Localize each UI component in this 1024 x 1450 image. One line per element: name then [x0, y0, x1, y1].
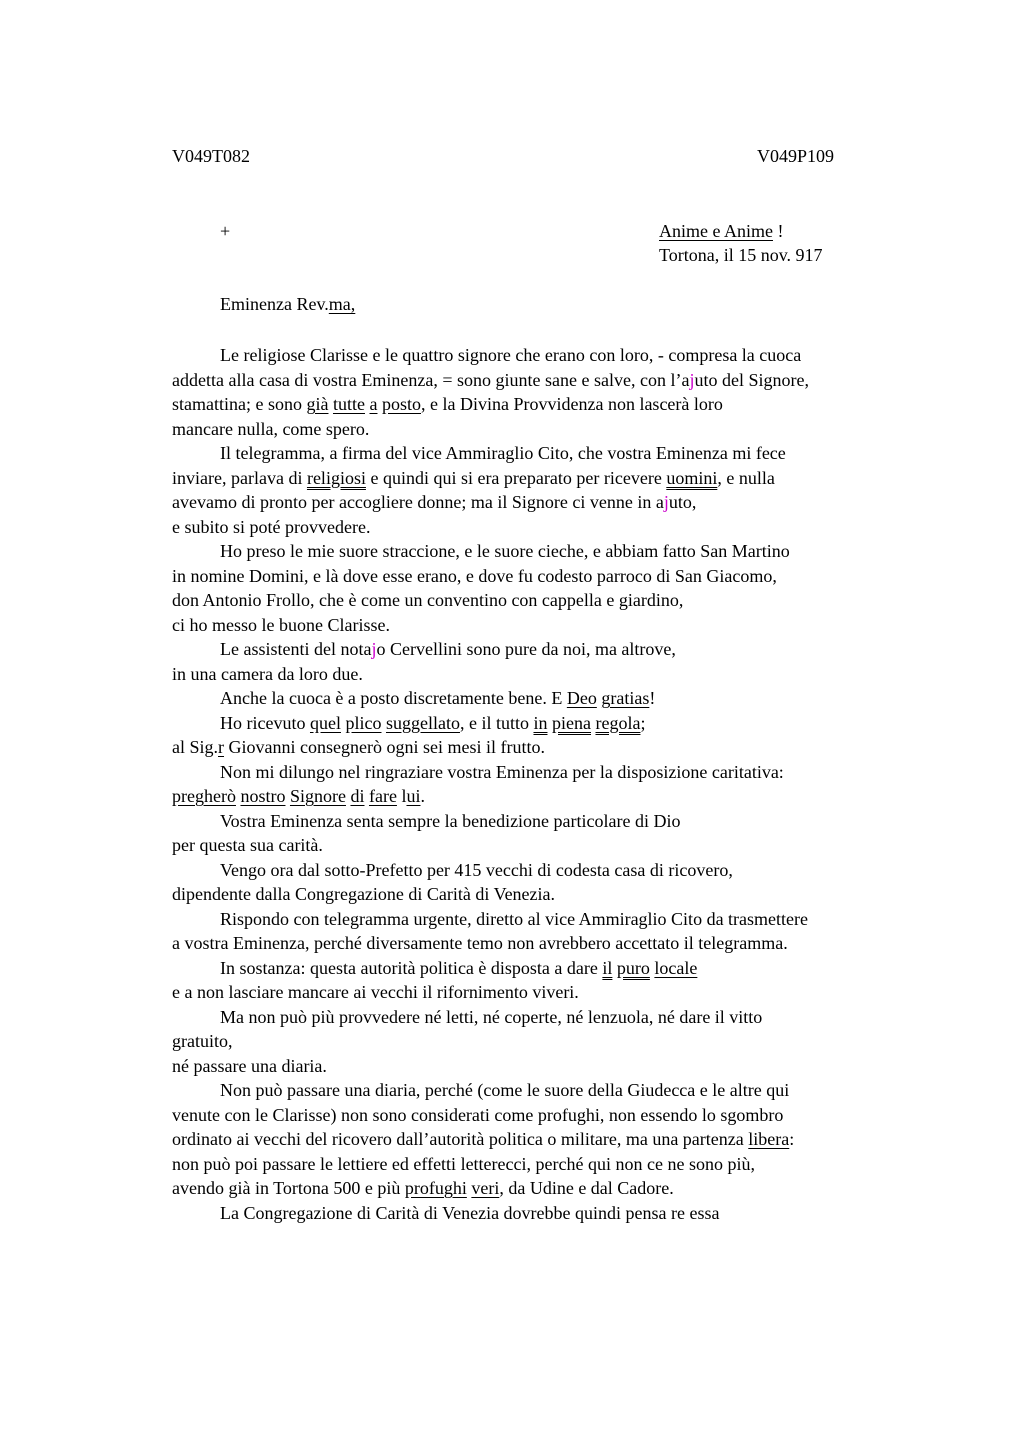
double-underlined-word: uomini [666, 467, 718, 488]
text-line [172, 735, 912, 760]
text-segment: ordinato ai vecchi del ricovero dall’autorità politica o militare, ma una partenza [172, 1129, 749, 1149]
underlined-word: locale [654, 957, 698, 978]
text-line [172, 490, 912, 515]
underlined-word: Signore [289, 786, 346, 806]
text-segment: ! [649, 688, 656, 708]
underlined-word: veri [471, 1178, 500, 1198]
text-line: Vengo ora dal sotto-Prefetto per 415 vecchi di codesta casa di ricovero, [220, 859, 733, 880]
text-segment: l [401, 786, 407, 806]
text-segment: In sostanza: questa autorità politica è disposta a dare [220, 957, 603, 978]
text-line: Ho preso le mie suore straccione, e le suore cieche, e abbiam fatto San Martino [220, 541, 790, 561]
underlined-word: Deo [566, 688, 597, 708]
text-segment: o Cervellini sono pure da noi, ma altrove, [376, 639, 676, 659]
text-line: venute con le Clarisse) non sono considerati come profughi, non essendo lo sgombro [172, 1104, 784, 1125]
text-segment: al Sig. [172, 737, 219, 757]
underlined-word: a [369, 394, 378, 414]
double-underlined-word: piena [552, 712, 591, 733]
double-underlined-word: il [602, 957, 613, 978]
highlighted-letter: j [689, 369, 695, 390]
underlined-word: r [218, 737, 225, 757]
text-line [172, 686, 912, 711]
underlined-word: quel [309, 712, 341, 733]
text-segment: stamattina; e sono [172, 394, 307, 414]
text-segment: , e il tutto [459, 712, 534, 733]
text-segment: avevamo di pronto per accogliere donne; ma il Signore ci venne in a [172, 492, 664, 512]
highlighted-letter: j [663, 492, 669, 512]
text-segment: uto del Signore, [694, 369, 809, 390]
text-segment: uto, [668, 492, 697, 512]
text-line: gratuito, [172, 1031, 233, 1051]
letter-body [172, 343, 912, 1225]
text-segment: inviare, parlava di [172, 467, 307, 488]
motto-suffix: ! [772, 221, 784, 241]
text-line: Non può passare una diaria, perché (come le suore della Giudecca e le altre qui [220, 1080, 790, 1100]
document-code-right: V049P109 [757, 146, 835, 166]
text-segment: Ho ricevuto [220, 712, 310, 733]
text-segment: Le assistenti del nota [220, 639, 372, 659]
text-line: e a non lasciare mancare ai vecchi il rifornimento viveri. [172, 982, 579, 1002]
text-line: mancare nulla, come spero. [172, 418, 370, 439]
underlined-word: libera [748, 1129, 790, 1149]
text-line [172, 1127, 912, 1152]
double-underlined-word: regola [595, 712, 641, 733]
text-segment: . [420, 786, 425, 806]
motto-text: Anime e Anime [659, 221, 773, 241]
text-line: Ma non può più provvedere né letti, né coperte, né lenzuola, né dare il vitto [220, 1006, 763, 1027]
text-line: e subito si poté provvedere. [172, 516, 371, 537]
underlined-word: già [306, 394, 329, 414]
text-line: Rispondo con telegramma urgente, diretto al vice Ammiraglio Cito da trasmettere [220, 908, 809, 929]
text-line [172, 637, 912, 662]
text-line: non può poi passare le lettiere ed effetti letterecci, perché qui non ce ne sono più, [172, 1153, 755, 1174]
text-segment: avendo già in Tortona 500 e più [172, 1178, 405, 1198]
underlined-word: fare [368, 786, 397, 806]
underlined-word: nostro [240, 786, 286, 806]
underlined-word: plico [345, 712, 382, 733]
text-line: Non mi dilungo nel ringraziare vostra Eminenza per la disposizione caritativa: [220, 761, 784, 782]
text-line [172, 368, 912, 393]
text-line: a vostra Eminenza, perché diversamente temo non avrebbero accettato il telegramma. [172, 933, 788, 953]
text-line: in una camera da loro due. [172, 663, 363, 684]
text-segment: addetta alla casa di vostra Eminenza, = sono giunte sane e salve, con l’a [172, 369, 690, 390]
double-underlined-word: puro [616, 957, 650, 978]
underlined-word: di [350, 786, 365, 806]
text-line: ci ho messo le buone Clarisse. [172, 614, 390, 635]
salutation-abbr: ma, [328, 294, 356, 314]
underlined-word: posto [381, 394, 421, 414]
text-segment: Anche la cuoca è a posto discretamente bene. E [220, 688, 567, 708]
underlined-word: pregherò [172, 786, 236, 806]
text-line: don Antonio Frollo, che è come un conventino con cappella e giardino, [172, 590, 684, 610]
underlined-word: ui [406, 786, 421, 806]
text-line [172, 392, 912, 417]
text-line: dipendente dalla Congregazione di Carità di Venezia. [172, 884, 556, 904]
text-segment: ; [640, 712, 646, 733]
text-segment: , e la Divina Provvidenza non lascerà loro [421, 394, 723, 414]
text-line [172, 1176, 912, 1201]
text-segment: Giovanni consegnerò ogni sei mesi il frutto. [224, 737, 545, 757]
salutation [220, 294, 355, 315]
text-line: Vostra Eminenza senta sempre la benedizione particolare di Dio [220, 810, 681, 831]
text-line: La Congregazione di Carità di Venezia dovrebbe quindi pensa re essa [220, 1202, 720, 1223]
text-line: per questa sua carità. [172, 835, 323, 855]
underlined-word: gratias [601, 688, 650, 708]
text-segment: e quindi qui si era preparato per ricevere [365, 467, 667, 488]
text-segment: , da Udine e dal Cadore. [499, 1178, 674, 1198]
cross-symbol: + [220, 221, 231, 241]
double-underlined-word: religiosi [306, 467, 366, 488]
text-line [172, 711, 912, 736]
underlined-word: tutte [332, 394, 365, 414]
document-code-left: V049T082 [172, 146, 250, 166]
text-segment: : [789, 1129, 795, 1149]
text-line [172, 956, 912, 981]
text-line: in nomine Domini, e là dove esse erano, e dove fu codesto parroco di San Giacomo, [172, 565, 777, 586]
salutation-prefix: Eminenza Rev. [220, 294, 329, 314]
motto [659, 221, 783, 242]
double-underlined-word: in [533, 712, 548, 733]
text-line: né passare una diaria. [172, 1055, 327, 1076]
text-line: Il telegramma, a firma del vice Ammiraglio Cito, che vostra Eminenza mi fece [220, 443, 786, 463]
place-date: Tortona, il 15 nov. 917 [659, 245, 823, 265]
highlighted-letter: j [371, 639, 377, 659]
text-line [172, 466, 912, 491]
text-segment: , e nulla [717, 467, 775, 488]
text-line [172, 784, 912, 809]
underlined-word: profughi [404, 1178, 467, 1198]
text-line: Le religiose Clarisse e le quattro signore che erano con loro, - compresa la cuoca [220, 345, 802, 365]
underlined-word: suggellato [385, 712, 460, 733]
